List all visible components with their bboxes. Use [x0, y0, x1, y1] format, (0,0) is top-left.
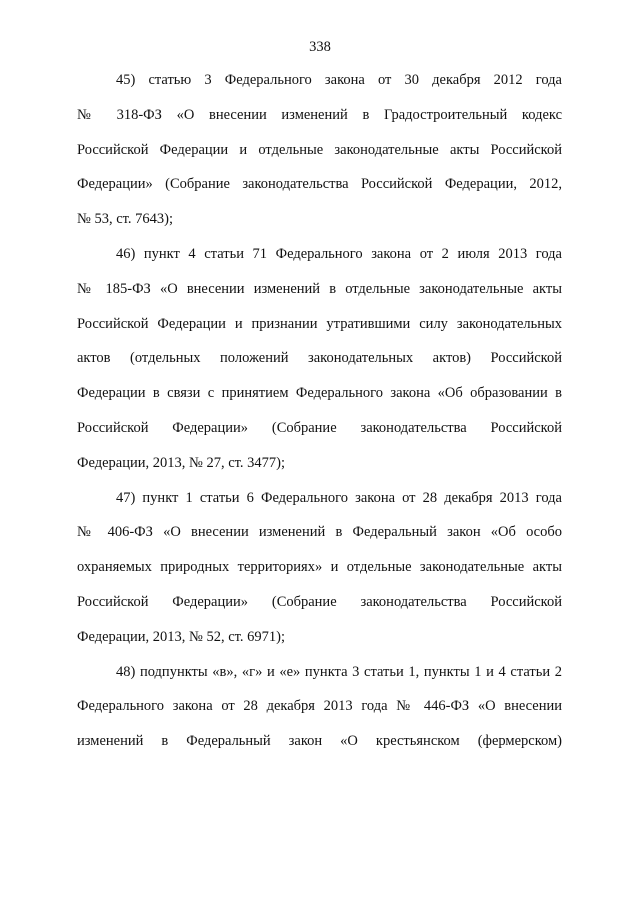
text-line: актов (отдельных положений законодательных актов) Российской	[77, 350, 562, 367]
text-line: Федерального закона от 28 декабря 2013 года № 446-ФЗ «О внесении	[77, 698, 562, 715]
text-line: 48) подпункты «в», «г» и «е» пункта 3 статьи 1, пункты 1 и 4 статьи 2	[116, 663, 562, 680]
text-line: Российской Федерации и отдельные законодательные акты Российской	[77, 141, 562, 158]
text-line: охраняемых природных территориях» и отдельные законодательные акты	[77, 559, 562, 576]
text-line: Федерации» (Собрание законодательства Российской Федерации, 2012,	[77, 176, 562, 193]
text-line: Российской Федерации» (Собрание законодательства Российской	[77, 593, 562, 610]
text-line: 47) пункт 1 статьи 6 Федерального закона от 28 декабря 2013 года	[116, 489, 562, 506]
list-item-47	[77, 481, 562, 655]
text-line: № 406-ФЗ «О внесении изменений в Федеральный закон «Об особо	[77, 524, 562, 541]
text-line: № 318-ФЗ «О внесении изменений в Градостроительный кодекс	[77, 106, 562, 123]
text-line: Российской Федерации и признании утратившими силу законодательных	[77, 315, 562, 332]
text-line: изменений в Федеральный закон «О крестьянском (фермерском)	[77, 733, 562, 750]
document-body	[77, 63, 562, 759]
text-line: № 53, ст. 7643);	[77, 211, 173, 228]
text-line: Федерации в связи с принятием Федерального закона «Об образовании в	[77, 385, 562, 402]
text-line: № 185-ФЗ «О внесении изменений в отдельные законодательные акты	[77, 280, 562, 297]
page-number: 338	[309, 39, 331, 55]
list-item-46	[77, 237, 562, 481]
text-line: Российской Федерации» (Собрание законодательства Российской	[77, 419, 562, 436]
text-line: 46) пункт 4 статьи 71 Федерального закона от 2 июля 2013 года	[116, 245, 562, 262]
text-line: Федерации, 2013, № 27, ст. 3477);	[77, 454, 285, 471]
list-item-45	[77, 63, 562, 237]
list-item-48	[77, 655, 562, 759]
text-line: 45) статью 3 Федерального закона от 30 декабря 2012 года	[116, 72, 562, 88]
text-line: Федерации, 2013, № 52, ст. 6971);	[77, 628, 285, 645]
